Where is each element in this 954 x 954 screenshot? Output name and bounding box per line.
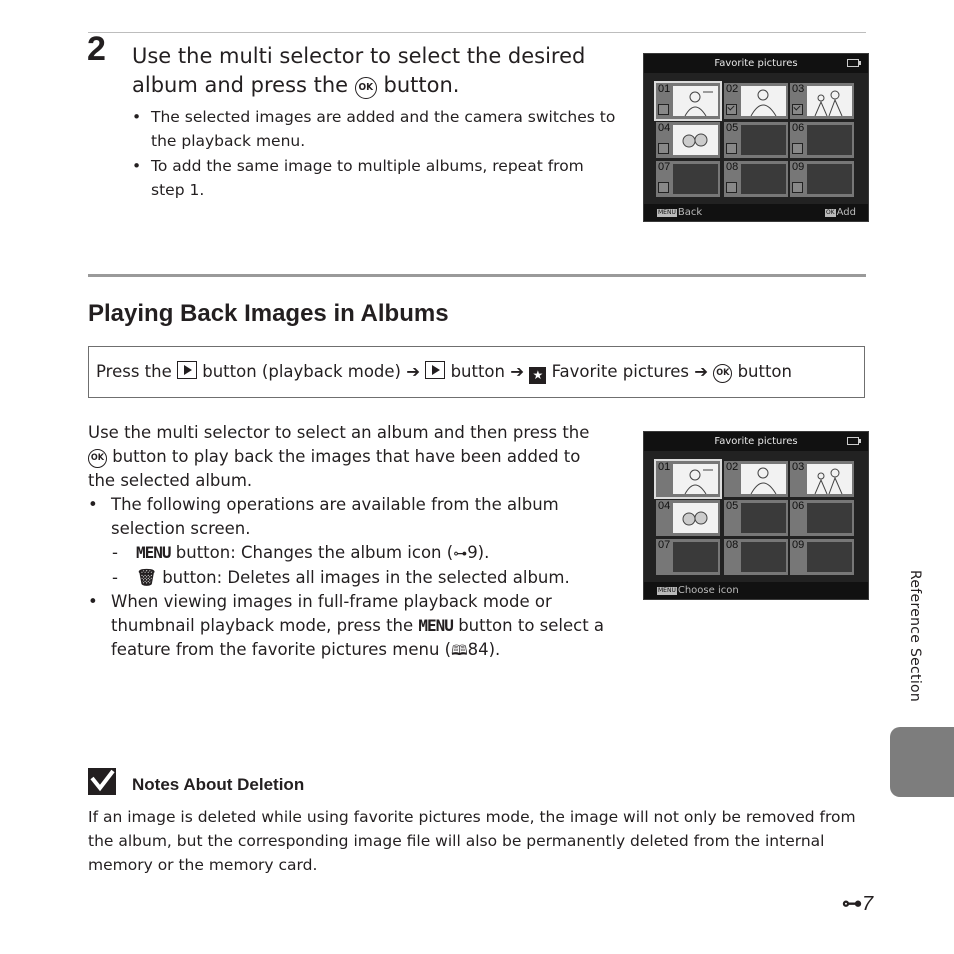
album-cell-07[interactable]: 07 bbox=[656, 539, 720, 575]
favorite-star-icon: ★ bbox=[529, 367, 546, 384]
album-cell-09[interactable]: 09 bbox=[790, 161, 854, 197]
album-cell-03[interactable]: 03 bbox=[790, 83, 854, 119]
arrow-right-icon: ➔ bbox=[694, 362, 709, 381]
add-hint: OK Add bbox=[825, 207, 856, 218]
album-cell-04[interactable]: 04 bbox=[656, 500, 720, 536]
arrow-right-icon: ➔ bbox=[406, 362, 421, 381]
checkbox-checked-icon bbox=[726, 104, 737, 115]
album-cell-08[interactable]: 08 bbox=[724, 539, 788, 575]
bullet-icon: • bbox=[88, 495, 98, 514]
ok-icon: OK bbox=[88, 449, 107, 468]
sub-list-item: - MENU button: Changes the album icon (⊶9). bbox=[111, 541, 618, 566]
choose-icon-hint: MENU Choose icon bbox=[658, 585, 739, 596]
list-item: • To add the same image to multiple albums, repeat from step 1. bbox=[132, 157, 584, 199]
checkbox-icon bbox=[658, 182, 669, 193]
screen-title: Favorite pictures bbox=[644, 432, 868, 451]
album-cell-09[interactable]: 09 bbox=[790, 539, 854, 575]
thumbnail-image bbox=[673, 503, 718, 533]
list-item: • The following operations are available from the album selection screen. - MENU button: Changes the album icon (⊶9). - 🗑 button: Deletes all images in the selected album. bbox=[88, 493, 618, 590]
battery-icon bbox=[847, 59, 859, 67]
thumbnail-image bbox=[673, 86, 718, 116]
step-heading bbox=[132, 42, 632, 100]
album-cell-08[interactable]: 08 bbox=[724, 161, 788, 197]
album-cell-06[interactable]: 06 bbox=[790, 500, 854, 536]
step-bullets bbox=[132, 106, 622, 202]
thumbnail-image bbox=[741, 464, 786, 494]
notes-title: Notes About Deletion bbox=[132, 775, 305, 794]
checkbox-icon bbox=[792, 182, 803, 193]
trash-icon: 🗑 bbox=[136, 568, 157, 587]
thumbnail-image bbox=[807, 464, 852, 494]
side-tab-block bbox=[890, 727, 954, 797]
checkbox-icon bbox=[792, 143, 803, 154]
book-icon: 🕮 bbox=[451, 643, 468, 659]
screen-footer bbox=[644, 204, 868, 221]
back-hint: MENU Back bbox=[658, 207, 703, 218]
step-number: 2 bbox=[87, 30, 106, 68]
ok-icon: OK bbox=[355, 77, 377, 99]
reference-section-icon: ⊶ bbox=[453, 546, 468, 562]
album-cell-02[interactable]: 02 bbox=[724, 461, 788, 497]
notes-check-icon bbox=[88, 768, 116, 795]
section-title: Playing Back Images in Albums bbox=[88, 300, 449, 327]
sub-list-item: - 🗑 button: Deletes all images in the selected album. bbox=[112, 568, 570, 587]
bullet-icon: • bbox=[132, 157, 142, 175]
menu-key-icon: MENU bbox=[658, 209, 676, 216]
thumbnail-image bbox=[673, 125, 718, 155]
body-text: Use the multi selector to select an album and then press the OK button to play back the images that have been added to the selected album. • The following operations are available from the album selection screen. - MENU button: Changes the album icon (⊶9). - 🗑 button: Deletes all images in the selected album. • When viewing images in full-frame playback mode or thumbnail playback mode, press the MENU button to select a feature from the favorite pictures menu (🕮84). bbox=[88, 421, 618, 663]
screen-title: Favorite pictures bbox=[644, 54, 868, 73]
ok-icon: OK bbox=[713, 364, 732, 383]
list-item: • When viewing images in full-frame playback mode or thumbnail playback mode, press the MENU button to select a feature from the favorite pictures menu (🕮84). bbox=[88, 592, 605, 659]
step-heading-line2: album and press the OK button. bbox=[132, 73, 460, 97]
reference-section-icon: ⊶ bbox=[842, 893, 862, 915]
arrow-right-icon: ➔ bbox=[510, 362, 525, 381]
thumbnail-image bbox=[673, 464, 718, 494]
screen-footer bbox=[644, 582, 868, 599]
checkbox-icon bbox=[658, 143, 669, 154]
album-cell-03[interactable]: 03 bbox=[790, 461, 854, 497]
playback-button-icon bbox=[425, 361, 445, 379]
checkbox-checked-icon bbox=[792, 104, 803, 115]
notes-body: If an image is deleted while using favorite pictures mode, the image will not only be removed from the album, but the corresponding image file will also be permanently deleted from the internal memory or the memory card. bbox=[88, 808, 856, 874]
menu-key-icon: MENU bbox=[658, 587, 676, 594]
top-rule bbox=[88, 32, 866, 33]
step-heading-line1: Use the multi selector to select the desired bbox=[132, 44, 586, 68]
checkbox-icon bbox=[658, 104, 669, 115]
playback-button-icon bbox=[177, 361, 197, 379]
album-cell-01[interactable]: 01 bbox=[656, 83, 720, 119]
album-cell-06[interactable]: 06 bbox=[790, 122, 854, 158]
camera-screen-album-select bbox=[643, 431, 869, 600]
menu-key-label: MENU bbox=[418, 616, 453, 635]
thumbnail-image bbox=[741, 86, 786, 116]
page-number: ⊶7 bbox=[842, 893, 874, 915]
menu-key-label: MENU bbox=[136, 543, 171, 562]
album-cell-05[interactable]: 05 bbox=[724, 500, 788, 536]
checkbox-icon bbox=[726, 182, 737, 193]
ok-key-icon: OK bbox=[825, 209, 835, 216]
thumbnail-image bbox=[807, 86, 852, 116]
album-cell-02[interactable]: 02 bbox=[724, 83, 788, 119]
checkbox-icon bbox=[726, 143, 737, 154]
album-cell-05[interactable]: 05 bbox=[724, 122, 788, 158]
side-tab-label: Reference Section bbox=[907, 570, 923, 703]
camera-screen-add bbox=[643, 53, 869, 222]
battery-icon bbox=[847, 437, 859, 445]
album-cell-07[interactable]: 07 bbox=[656, 161, 720, 197]
section-rule bbox=[88, 274, 866, 277]
bullet-icon: • bbox=[132, 108, 142, 126]
bullet-icon: • bbox=[88, 592, 98, 611]
list-item: • The selected images are added and the camera switches to the playback menu. bbox=[132, 108, 616, 150]
album-cell-04[interactable]: 04 bbox=[656, 122, 720, 158]
album-cell-01[interactable]: 01 bbox=[656, 461, 720, 497]
navigation-path-box: Press the button (playback mode) ➔ button ➔ ★ Favorite pictures ➔ OK button bbox=[88, 346, 865, 398]
